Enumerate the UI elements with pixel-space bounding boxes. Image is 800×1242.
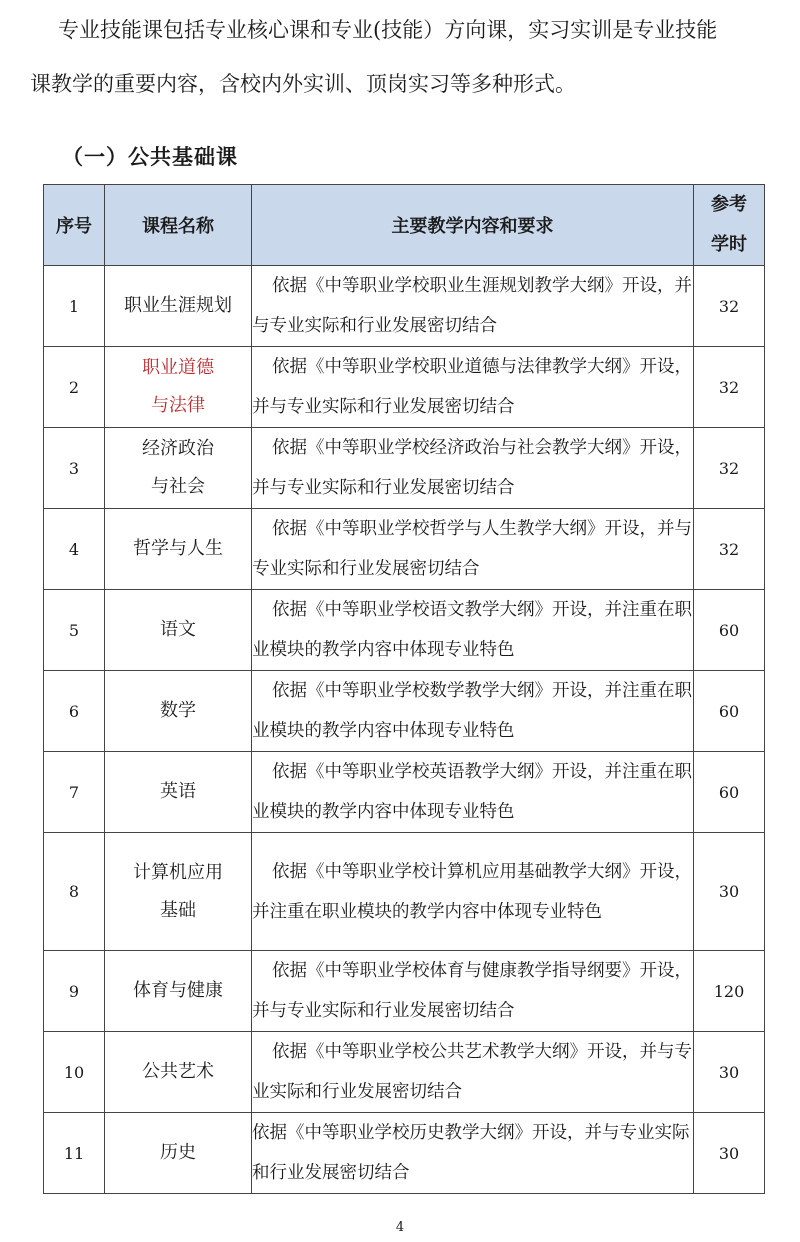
page-number: 4 <box>395 1220 405 1235</box>
table-row <box>44 1032 765 1113</box>
table-row <box>44 752 765 833</box>
row-number: 1 <box>44 266 105 347</box>
course-hours: 32 <box>694 266 765 347</box>
course-hours: 120 <box>694 951 765 1032</box>
row-number: 8 <box>44 833 105 951</box>
intro-paragraph <box>30 3 800 111</box>
course-hours: 60 <box>694 671 765 752</box>
course-name <box>105 1032 252 1113</box>
course-name-line: 职业道德 <box>142 357 214 378</box>
row-number: 4 <box>44 509 105 590</box>
course-name <box>105 266 252 347</box>
course-content <box>252 951 694 1032</box>
table-row <box>44 266 765 347</box>
table-row <box>44 833 765 951</box>
course-name <box>105 509 252 590</box>
course-content-text: 依据《中等职业学校计算机应用基础教学大纲》开设，并注重在职业模块的教学内容中体现专业特色 <box>252 861 692 922</box>
course-content <box>252 752 694 833</box>
table-row <box>44 347 765 428</box>
course-content-text: 依据《中等职业学校经济政治与社会教学大纲》开设，并与专业实际和行业发展密切结合 <box>252 438 692 498</box>
row-number: 2 <box>44 347 105 428</box>
course-name-line: 职业生涯规划 <box>124 295 232 316</box>
course-content <box>252 1032 694 1113</box>
course-name-line: 基础 <box>160 899 196 921</box>
course-content-text: 依据《中等职业学校公共艺术教学大纲》开设，并与专业实际和行业发展密切结合 <box>252 1042 692 1102</box>
header-name: 课程名称 <box>105 185 252 266</box>
course-content-text: 依据《中等职业学校英语教学大纲》开设，并注重在职业模块的教学内容中体现专业特色 <box>252 762 692 822</box>
course-name <box>105 347 252 428</box>
section-title: （一）公共基础课 <box>62 145 238 169</box>
course-hours: 32 <box>694 428 765 509</box>
course-name-line: 经济政治 <box>142 438 214 459</box>
row-number: 6 <box>44 671 105 752</box>
table-row <box>44 951 765 1032</box>
course-hours: 30 <box>694 1032 765 1113</box>
course-hours: 60 <box>694 752 765 833</box>
course-content <box>252 833 694 951</box>
course-name-line: 与法律 <box>151 395 205 416</box>
course-content <box>252 428 694 509</box>
table-row <box>44 671 765 752</box>
table-row <box>44 509 765 590</box>
course-hours: 30 <box>694 833 765 951</box>
row-number: 10 <box>44 1032 105 1113</box>
course-content-text: 依据《中等职业学校职业生涯规划教学大纲》开设，并与专业实际和行业发展密切结合 <box>252 276 692 336</box>
course-content <box>252 347 694 428</box>
course-name-line: 计算机应用 <box>133 861 223 883</box>
course-name <box>105 428 252 509</box>
course-table <box>43 184 765 1194</box>
course-content <box>252 590 694 671</box>
course-content-text: 依据《中等职业学校数学教学大纲》开设，并注重在职业模块的教学内容中体现专业特色 <box>252 681 692 741</box>
course-name <box>105 671 252 752</box>
header-content: 主要教学内容和要求 <box>252 185 694 266</box>
intro-line-1: 专业技能课包括专业核心课和专业(技能）方向课，实习实训是专业技能 <box>58 18 718 42</box>
course-hours: 32 <box>694 347 765 428</box>
course-name-line: 语文 <box>160 619 196 640</box>
header-no: 序号 <box>44 185 105 266</box>
course-hours: 60 <box>694 590 765 671</box>
course-name-line: 英语 <box>160 781 196 802</box>
course-content-text: 依据《中等职业学校哲学与人生教学大纲》开设，并与专业实际和行业发展密切结合 <box>252 519 692 579</box>
header-hours-line2: 学时 <box>711 234 747 255</box>
course-name-line: 数学 <box>160 700 196 721</box>
course-hours: 30 <box>694 1113 765 1194</box>
row-number: 7 <box>44 752 105 833</box>
course-table-body <box>44 266 765 1194</box>
table-row <box>44 428 765 509</box>
table-row <box>44 1113 765 1194</box>
course-name <box>105 951 252 1032</box>
row-number: 5 <box>44 590 105 671</box>
row-number: 3 <box>44 428 105 509</box>
course-content-text: 依据《中等职业学校职业道德与法律教学大纲》开设，并与专业实际和行业发展密切结合 <box>252 357 692 417</box>
course-name <box>105 752 252 833</box>
course-content <box>252 1113 694 1194</box>
row-number: 9 <box>44 951 105 1032</box>
table-header-row <box>44 185 765 266</box>
header-hours-line1: 参考 <box>711 194 747 215</box>
header-hours <box>694 185 765 266</box>
course-content <box>252 266 694 347</box>
course-content <box>252 509 694 590</box>
course-content <box>252 671 694 752</box>
course-name-line: 公共艺术 <box>142 1061 214 1082</box>
course-hours: 32 <box>694 509 765 590</box>
course-name <box>105 1113 252 1194</box>
course-name-line: 历史 <box>160 1142 196 1163</box>
course-content-text: 依据《中等职业学校体育与健康教学指导纲要》开设，并与专业实际和行业发展密切结合 <box>252 961 692 1021</box>
course-name-line: 体育与健康 <box>133 980 223 1001</box>
course-name-line: 与社会 <box>151 476 205 497</box>
course-name-line: 哲学与人生 <box>133 538 223 559</box>
intro-line-2: 课教学的重要内容，含校内外实训、顶岗实习等多种形式。 <box>30 72 576 96</box>
course-content-text: 依据《中等职业学校语文教学大纲》开设，并注重在职业模块的教学内容中体现专业特色 <box>252 600 692 660</box>
course-name <box>105 833 252 951</box>
course-name <box>105 590 252 671</box>
row-number: 11 <box>44 1113 105 1194</box>
table-row <box>44 590 765 671</box>
course-content-text: 依据《中等职业学校历史教学大纲》开设，并与专业实际和行业发展密切结合 <box>252 1123 690 1183</box>
